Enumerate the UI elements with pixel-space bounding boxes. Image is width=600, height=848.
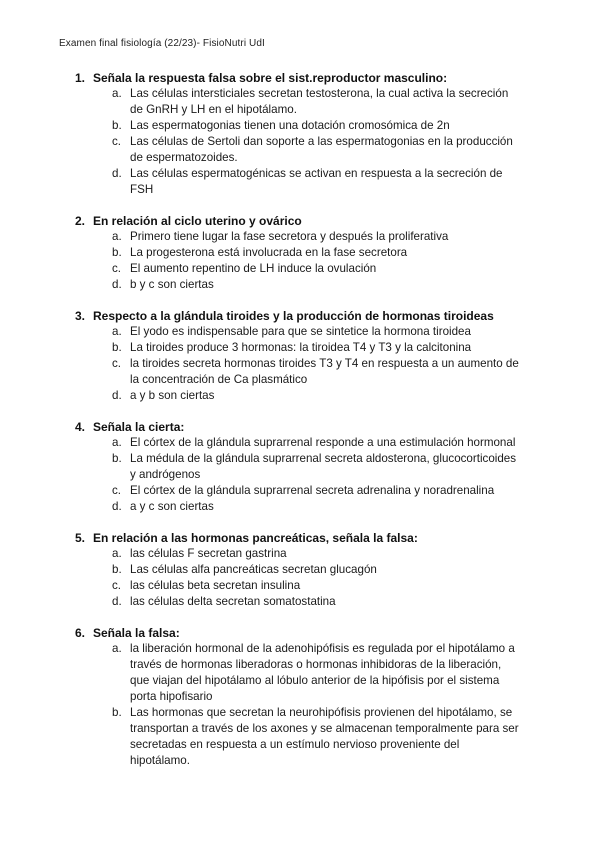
option-text: La médula de la glándula suprarrenal secreta aldosterona, glucocorticoides y andrógenos <box>130 452 517 481</box>
question-3 <box>0 308 600 404</box>
option-letter: d. <box>112 500 122 513</box>
option-list <box>0 546 600 610</box>
option-text: a y c son ciertas <box>130 500 214 513</box>
option-letter: b. <box>112 706 122 719</box>
option-letter: a. <box>112 436 122 449</box>
option-letter: c. <box>112 357 122 370</box>
question-title <box>0 625 600 641</box>
option-letter: b. <box>112 246 122 259</box>
question-text: Señala la respuesta falsa sobre el sist.reproductor masculino: <box>93 71 448 85</box>
option-letter: b. <box>112 452 122 465</box>
option-letter: a. <box>112 230 122 243</box>
question-1 <box>0 70 600 198</box>
question-number: 1. <box>75 71 86 85</box>
question-title <box>0 530 600 546</box>
question-title <box>0 419 600 435</box>
question-number: 3. <box>75 309 86 323</box>
option-text: las células F secretan gastrina <box>130 547 287 560</box>
answer-option <box>0 451 600 483</box>
option-text: La tiroides produce 3 hormonas: la tiroidea T4 y T3 y la calcitonina <box>130 341 472 354</box>
option-list <box>0 324 600 404</box>
question-5 <box>0 530 600 610</box>
option-letter: a. <box>112 547 122 560</box>
option-text: El córtex de la glándula suprarrenal secreta adrenalina y noradrenalina <box>130 484 495 497</box>
option-text: Las células espermatogénicas se activan en respuesta a la secreción de FSH <box>130 167 503 196</box>
option-text: El yodo es indispensable para que se sintetice la hormona tiroidea <box>130 325 471 338</box>
answer-option <box>0 705 600 769</box>
option-letter: c. <box>112 484 122 497</box>
question-text: En relación al ciclo uterino y ovárico <box>93 214 302 228</box>
question-text: Señala la cierta: <box>93 420 185 434</box>
answer-option <box>0 166 600 198</box>
option-text: Las células intersticiales secretan testosterona, la cual activa la secreción de GnRH y LH en el hipotálamo. <box>130 87 509 116</box>
option-letter: b. <box>112 563 122 576</box>
option-letter: b. <box>112 119 122 132</box>
question-title <box>0 70 600 86</box>
option-text: b y c son ciertas <box>130 278 214 291</box>
answer-option <box>0 562 600 578</box>
option-text: las células delta secretan somatostatina <box>130 595 336 608</box>
option-letter: a. <box>112 642 122 655</box>
option-letter: a. <box>112 325 122 338</box>
answer-option <box>0 134 600 166</box>
answer-option <box>0 356 600 388</box>
option-text: La progesterona está involucrada en la fase secretora <box>130 246 408 259</box>
answer-option <box>0 261 600 277</box>
option-text: Las células alfa pancreáticas secretan glucagón <box>130 563 377 576</box>
answer-option <box>0 324 600 340</box>
option-text: las células beta secretan insulina <box>130 579 301 592</box>
document-header: Examen final fisiología (22/23)- FisioNutri UdI <box>59 38 265 49</box>
question-title <box>0 308 600 324</box>
option-letter: c. <box>112 135 122 148</box>
option-letter: d. <box>112 595 122 608</box>
option-letter: a. <box>112 87 122 100</box>
answer-option <box>0 118 600 134</box>
answer-option <box>0 245 600 261</box>
option-text: El aumento repentino de LH induce la ovulación <box>130 262 377 275</box>
question-number: 2. <box>75 214 86 228</box>
option-letter: d. <box>112 278 122 291</box>
answer-option <box>0 388 600 404</box>
question-6 <box>0 625 600 769</box>
option-list <box>0 435 600 515</box>
answer-option <box>0 483 600 499</box>
option-text: El córtex de la glándula suprarrenal responde a una estimulación hormonal <box>130 436 516 449</box>
option-list <box>0 641 600 769</box>
option-letter: d. <box>112 167 122 180</box>
question-list <box>0 70 600 784</box>
question-text: Señala la falsa: <box>93 626 180 640</box>
option-letter: d. <box>112 389 122 402</box>
question-text: Respecto a la glándula tiroides y la producción de hormonas tiroideas <box>93 309 494 323</box>
answer-option <box>0 229 600 245</box>
option-list <box>0 229 600 293</box>
option-text: Las espermatogonias tienen una dotación cromosómica de 2n <box>130 119 450 132</box>
question-title <box>0 213 600 229</box>
option-text: la tiroides secreta hormonas tiroides T3 y T4 en respuesta a un aumento de la concentración de Ca plasmático <box>130 357 519 386</box>
question-4 <box>0 419 600 515</box>
question-number: 5. <box>75 531 86 545</box>
option-text: Las hormonas que secretan la neurohipófisis provienen del hipotálamo, se transportan a través de los axones y se almacenan temporalmente para ser secretadas en respuesta a un estímulo nervioso proveniente del hipotálamo. <box>130 706 519 767</box>
answer-option <box>0 594 600 610</box>
option-letter: c. <box>112 262 122 275</box>
option-list <box>0 86 600 198</box>
answer-option <box>0 340 600 356</box>
answer-option <box>0 277 600 293</box>
question-text: En relación a las hormonas pancreáticas, señala la falsa: <box>93 531 418 545</box>
question-2 <box>0 213 600 293</box>
answer-option <box>0 578 600 594</box>
answer-option <box>0 499 600 515</box>
option-text: la liberación hormonal de la adenohipófisis es regulada por el hipotálamo a través de hormonas liberadoras o hormonas inhibidoras de la liberación, que viajan del hipotálamo al lóbulo anterior de la hipófisis por el sistema porta hipofisario <box>130 642 515 703</box>
option-text: a y b son ciertas <box>130 389 215 402</box>
answer-option <box>0 435 600 451</box>
answer-option <box>0 86 600 118</box>
answer-option <box>0 641 600 705</box>
answer-option <box>0 546 600 562</box>
option-letter: c. <box>112 579 122 592</box>
option-letter: b. <box>112 341 122 354</box>
option-text: Primero tiene lugar la fase secretora y después la proliferativa <box>130 230 449 243</box>
question-number: 6. <box>75 626 86 640</box>
option-text: Las células de Sertoli dan soporte a las espermatogonias en la producción de espermatozoides. <box>130 135 513 164</box>
question-number: 4. <box>75 420 86 434</box>
